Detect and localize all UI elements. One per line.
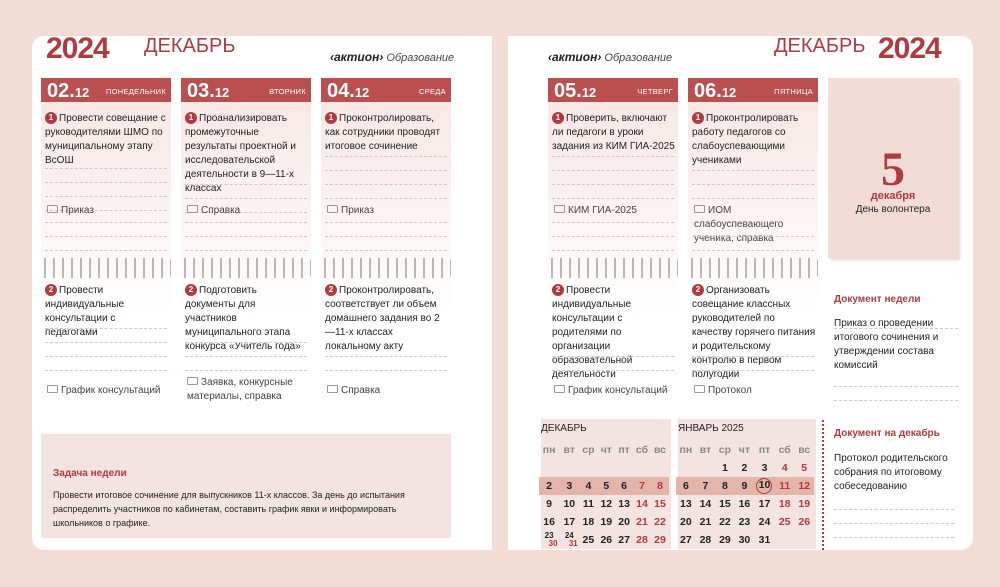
task-1: 1 Провести совещание с руководителями ШМО по муниципальному этапу ВсОШ bbox=[45, 113, 166, 166]
spiral-binding bbox=[688, 258, 818, 278]
calendar-day bbox=[597, 459, 615, 477]
document-icon bbox=[554, 385, 565, 393]
task-1: 1 Проконтролировать работу педагогов со слабоуспевающими учениками bbox=[692, 113, 799, 166]
document-icon bbox=[47, 205, 58, 213]
calendar-day: 22 bbox=[719, 516, 731, 528]
year-title: 2024 bbox=[46, 32, 109, 65]
brand-logo: ‹актион› Образование bbox=[330, 50, 455, 64]
weekday-label: чт bbox=[600, 444, 612, 456]
calendar-day: 3 bbox=[566, 480, 573, 492]
calendar-day: 7 bbox=[639, 480, 645, 492]
calendar-day bbox=[579, 459, 597, 477]
calendar-day bbox=[633, 459, 651, 477]
calendar-day bbox=[559, 459, 579, 477]
task-1-document: Приказ bbox=[47, 204, 169, 218]
day-column bbox=[688, 78, 818, 412]
left-page bbox=[32, 32, 492, 550]
calendar-day: 13 bbox=[618, 498, 630, 510]
task-2: 2 Подготовить документы для участников муниципального этапа конкурса «Учитель года» bbox=[185, 285, 301, 352]
calendar-day: 26 bbox=[798, 516, 811, 528]
document-icon bbox=[187, 377, 198, 385]
calendar-day: 28 bbox=[699, 534, 712, 546]
calendar-january: ЯНВАРЬ 2025 пн вт ср чт пт сб вс 1 2 3 4 5 6 7 8 9 10 11 12 13 14 15 16 17 18 19 20 21 22 23 24 25 26 27 28 29 30 31 bbox=[678, 419, 816, 549]
calendar-day: 4 bbox=[585, 480, 592, 492]
calendar-day: 27 bbox=[618, 534, 630, 546]
spiral-binding bbox=[181, 258, 311, 278]
task-2-document: Протокол bbox=[694, 384, 816, 398]
calendar-day: 15 bbox=[719, 498, 731, 510]
calendar-day: 14 bbox=[699, 498, 712, 510]
calendar-day: 11 bbox=[779, 480, 791, 492]
task-1: 1 Проконтролировать, как сотрудники проводят итоговое сочинение bbox=[325, 113, 441, 152]
calendar-day: 1 bbox=[721, 462, 728, 474]
document-of-month: Документ на декабрь Протокол родительского собрания по итоговому собеседованию bbox=[828, 420, 958, 550]
document-icon bbox=[327, 205, 338, 213]
task-2: 2 Организовать совещание классных руководителей по качеству горячего питания и родительскому контролю в первом полугодии bbox=[692, 285, 816, 380]
calendar-day: 30 bbox=[738, 534, 751, 546]
calendar-day: 24 31 bbox=[564, 531, 578, 548]
spiral-binding bbox=[321, 258, 451, 278]
task-2-document: Справка bbox=[327, 384, 449, 398]
calendar-day: 9 bbox=[741, 480, 748, 492]
calendar-day: 2 bbox=[741, 462, 748, 474]
task-1: 1 Проверить, включают ли педагоги в уроки задания из КИМ ГИА-2025 bbox=[552, 113, 675, 152]
calendar-day: 15 bbox=[654, 498, 666, 510]
weekday-label: пн bbox=[679, 444, 693, 456]
weekday-label: пн bbox=[542, 444, 556, 456]
weekday-label: сб bbox=[635, 444, 649, 456]
weekday-label: чт bbox=[738, 444, 751, 456]
weekday-label: пт bbox=[758, 444, 771, 456]
calendar-day: 21 bbox=[636, 516, 648, 528]
calendar-day: 21 bbox=[699, 516, 712, 528]
calendar-day bbox=[676, 459, 696, 477]
day-column bbox=[548, 78, 678, 412]
calendar-day: 3 bbox=[761, 462, 768, 474]
day-header: 04.12 СРЕДА bbox=[321, 78, 451, 102]
calendar-day: 13 bbox=[680, 498, 692, 510]
calendar-day: 22 bbox=[654, 516, 666, 528]
week-task-box: Задача недели Провести итоговое сочинение для выпускников 11-х классов. За день до испытания распределить участников по кабинетам, составить график явки и информировать школьников о графике. bbox=[41, 434, 451, 538]
day-header: 06.12 ПЯТНИЦА bbox=[688, 78, 818, 102]
calendar-day: 20 bbox=[618, 516, 630, 528]
calendar-day: 23 bbox=[738, 516, 751, 528]
task-2-document: Заявка, конкурсные материалы, справка bbox=[187, 377, 293, 402]
calendar-day: 24 bbox=[758, 516, 771, 528]
calendar-day: 25 bbox=[582, 534, 595, 546]
calendar-day: 12 bbox=[600, 498, 613, 510]
task-2-document: График консультаций bbox=[554, 384, 676, 398]
calendar-december: ДЕКАБРЬ пн вт ср чт пт сб вс 2 3 4 5 6 7 8 9 10 11 12 13 14 15 16 17 18 19 20 21 22 23 30 24 31 25 26 27 28 29 bbox=[541, 419, 671, 549]
calendar-day: 2 bbox=[546, 480, 553, 492]
calendar-day: 31 bbox=[758, 534, 771, 546]
spiral-binding bbox=[41, 258, 171, 278]
calendar-day: 5 bbox=[603, 480, 610, 492]
calendar-day: 20 bbox=[680, 516, 692, 528]
calendar-day bbox=[615, 459, 633, 477]
calendar-day: 28 bbox=[636, 534, 648, 546]
day-column bbox=[41, 78, 171, 412]
weekday-label: вт bbox=[699, 444, 712, 456]
day-header: 03.12 ВТОРНИК bbox=[181, 78, 311, 102]
task-2: 2 Проконтролировать, соответствует ли объем домашнего задания во 2—11-х классах локальному акту bbox=[325, 285, 440, 352]
year-title: 2024 bbox=[878, 32, 941, 65]
document-icon bbox=[187, 205, 198, 213]
calendar-day: 16 bbox=[738, 498, 751, 510]
calendar-day: 19 bbox=[798, 498, 811, 510]
weekday-label: пт bbox=[618, 444, 630, 456]
calendar-day: 8 bbox=[657, 480, 663, 492]
calendar-day: 9 bbox=[546, 498, 553, 510]
calendar-day bbox=[696, 459, 715, 477]
calendar-day bbox=[651, 459, 669, 477]
calendar-day: 6 bbox=[621, 480, 628, 492]
document-icon bbox=[554, 205, 565, 213]
calendar-day: 18 bbox=[778, 498, 791, 510]
calendar-day: 10 bbox=[754, 477, 775, 495]
calendar-day bbox=[539, 459, 559, 477]
weekday-label: ср bbox=[718, 444, 732, 456]
holiday-card: 5 декабря День волонтера bbox=[828, 78, 958, 258]
right-page bbox=[508, 32, 973, 550]
calendar-day: 8 bbox=[721, 480, 728, 492]
day-header: 02.12 ПОНЕДЕЛЬНИК bbox=[41, 78, 171, 102]
calendar-day: 7 bbox=[702, 480, 709, 492]
calendar-day: 11 bbox=[582, 498, 594, 510]
task-1-document: ИОМ слабоуспевающего ученика, справка bbox=[694, 205, 784, 244]
calendar-day bbox=[775, 531, 795, 549]
calendar-day: 19 bbox=[600, 516, 613, 528]
calendar-day: 14 bbox=[636, 498, 648, 510]
spiral-binding bbox=[548, 258, 678, 278]
calendar-day: 23 30 bbox=[544, 531, 558, 548]
calendar-day: 6 bbox=[682, 480, 689, 492]
calendar-day: 25 bbox=[778, 516, 791, 528]
calendar-day: 12 bbox=[798, 480, 811, 492]
document-icon bbox=[694, 205, 705, 213]
document-icon bbox=[47, 385, 58, 393]
calendar-day: 18 bbox=[582, 516, 595, 528]
task-1-document: Приказ bbox=[327, 204, 449, 218]
calendar-day: 27 bbox=[680, 534, 692, 546]
weekday-label: вс bbox=[798, 444, 811, 456]
task-2: 2 Провести индивидуальные консультации с педагогами bbox=[45, 285, 125, 338]
calendar-day: 17 bbox=[563, 516, 576, 528]
document-of-week: Документ недели Приказ о проведении итогового сочинения и утверждении состава комиссий bbox=[834, 294, 958, 401]
weekday-label: вс bbox=[653, 444, 667, 456]
day-column bbox=[321, 78, 451, 412]
calendar-day: 29 bbox=[719, 534, 731, 546]
day-header: 05.12 ЧЕТВЕРГ bbox=[548, 78, 678, 102]
task-1: 1 Проанализировать промежуточные результаты проектной и исследовательской деятельности в 9—11-х классах bbox=[185, 113, 296, 194]
weekday-label: сб bbox=[778, 444, 791, 456]
weekday-label: ср bbox=[582, 444, 595, 456]
month-title: ДЕКАБРЬ bbox=[144, 35, 236, 57]
calendar-day: 16 bbox=[543, 516, 555, 528]
calendar-day: 10 bbox=[563, 498, 576, 510]
task-2-document: График консультаций bbox=[47, 384, 169, 398]
calendar-day: 5 bbox=[801, 462, 808, 474]
calendar-day bbox=[794, 531, 814, 549]
calendar-day: 29 bbox=[654, 534, 666, 546]
task-1-document: Справка bbox=[187, 204, 309, 218]
calendar-day: 4 bbox=[781, 462, 788, 474]
document-icon bbox=[327, 385, 338, 393]
weekday-label: вт bbox=[563, 444, 576, 456]
task-1-document: КИМ ГИА-2025 bbox=[554, 204, 676, 218]
task-2: 2 Провести индивидуальные консультации с родителями по организации образовательной деятельности bbox=[552, 285, 633, 380]
day-column bbox=[181, 78, 311, 412]
calendar-day: 26 bbox=[600, 534, 613, 546]
document-icon bbox=[694, 385, 705, 393]
month-title: ДЕКАБРЬ bbox=[774, 35, 866, 57]
calendar-day: 17 bbox=[758, 498, 771, 510]
brand-logo: ‹актион› Образование bbox=[548, 50, 673, 64]
